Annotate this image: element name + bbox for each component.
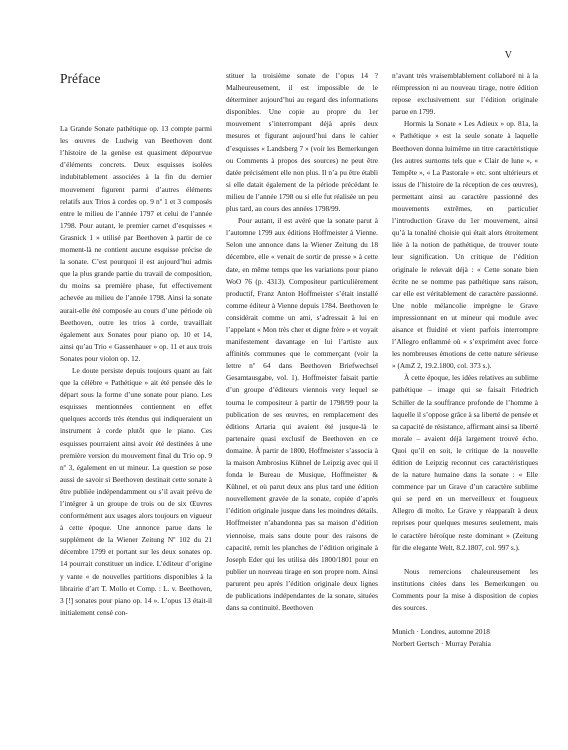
page-title: Préface xyxy=(60,71,101,86)
column-3 xyxy=(392,70,538,650)
paragraph: Le doute persiste depuis toujours quant au fait que la célèbre « Pathétique » ait été pensée dès le départ sous la forme d’une sonate pour piano. Les esquisses mentionnées contiennent en effet quelques accords très étendus qui indiqueraient un instrument à corde plutôt que le piano. Ces esquisses pourraient ainsi avoir été destinées à une première version du mouvement final du Trio op. 9 nº 3, également en ut mineur. La question se pose aussi de savoir si Beethoven destinait cette sonate à être publiée indépendamment ou s’il avait prévu de l’intégrer à un groupe de trois ou de six Œuvres conformément aux usages alors toujours en vigueur à cette époque. Une annonce parue dans le supplément de la Wiener Zeitung Nº 102 du 21 décembre 1799 et portant sur les deux sonates op. 14 pourrait constituer un indice. L’éditeur d’origine y vante « de nouvelles partitions disponibles à la librairie d’art T. Mollo et Comp. : L. v. Beethoven, 3 [!] sonates pour piano op. 14 ». L’opus 13 était-il initialement censé con- xyxy=(60,365,212,617)
paragraph: À cette époque, les idées relatives au sublime pathétique – image qui se faisait Friedrich Schiller de la souffrance profonde de l’homme à laquelle il s’oppose grâce à sa liberté de pensée et sa capacité de résistance, affirmant ainsi sa liberté morale – avaient déjà largement trouvé écho. Quoi qu’il en soit, le critique de la nouvelle édition de Leipzig reconnut ces caractéristiques de la nature humaine dans la sonate : « Elle commence par un Grave d’un caractère sublime qui se perd en un merveilleux et fougueux Allegro di molto. Le Grave y réapparaît à deux reprises pour quelques mesures seulement, mais le caractère héroïque reste dominant » (Zeitung für die elegante Welt, 8.2.1807, col. 997 s.). xyxy=(392,373,538,552)
paragraph: Pour autant, il est avéré que la sonate parut à l’automne 1799 aux éditions Hoffmeister à Vienne. Selon une annonce dans la Wiener Zeitung du 18 décembre, elle « venait de sortir de presse » à cette date, en même temps que les variations pour piano WoO 76 (p. 4313). Compositeur particulièrement productif, Franz Anton Hoffmeister s’était installé comme éditeur à Vienne depuis 1784. Beethoven le considérait comme un ami, s’adressait à lui en l’appelant « Mon très cher et digne frère » et voyait manifestement davantage en lui l’artiste aux affinités communes que le commerçant (voir la lettre nº 64 dans Beethoven Briefwechsel Gesamtausgabe, vol. 1). Hoffmeister faisait partie d’un groupe d’éditeurs viennois very lequel se tourna le compositeur à partir de 1798/99 pour la publication de ses œuvres, en remplacement des éditions Artaria qui avaient été jusque-là le partenaire quasi exclusif de Beethoven en ce domaine. À partir de 1800, Hoffmeister s’associa à la maison Ambrosius Kühnel de Leipzig avec qui il fonda le Bureau de Musique, Hoffmeister & Kühnel, et où parut deux ans plus tard une édition nouvellement gravée de la sonate, copiée d’après l’édition originale jusque dans les moindres détails. Hoffmeister n’abandonna pas sa maison d’édition viennoise, mais sans doute pour des raisons de capacité, remit les planches de l’édition originale à Joseph Eder qui les utilisa dès 1800/1801 pour en publier un nouveau tirage en son propre nom. Ainsi parurent peu après l’édition originale deux lignes de publications indépendantes de la sonate, situées dans sa continuité. Beethoven xyxy=(226,216,378,613)
page-number: V xyxy=(504,50,512,61)
place-date: Munich · Londres, automne 2018 xyxy=(392,627,490,637)
paragraph: Hormis la Sonate « Les Adieux » op. 81a, la « Pathétique » est la seule sonate à laquelle Beethoven donna luimême un titre caractéristique (les autres surnoms tels que « Clair de lune », « Tempête », « La Pastorale » etc. sont ultérieurs et issus de l’histoire de la réception de ces œuvres), permettant ainsi au caractère passionné des mouvements extrêmes, en particulier l’introduction Grave du 1er mouvement, ainsi qu’à la tonalité choisie qui était alors étroitement liée à la notion de pathétique, de trouver toute leur signification. Un critique de l’édition originale le relevait déjà : « Cette sonate bien écrite ne se nomme pas pathétique sans raison, car elle est véritablement de caractère passionné. Une noble mélancolie imprègne le Grave impressionnant en ut mineur qui module avec aisance et fluidité et vient parfois interrompre l’Allegro enflammé où « s’exprimént avec force les nombreuses émotions de cette nature sérieuse » (AmZ 2, 19.2.1800, col. 373 s.). xyxy=(392,119,538,371)
authors: Norbert Gertsch · Murray Perahia xyxy=(392,639,491,649)
paragraph: La Grande Sonate pathétique op. 13 compte parmi les œuvres de Ludwig van Beethoven dont l’histoire de la genèse est quasiment dépourvue d’éléments concrets. Deux esquisses isolées indubitablement associées à la fin du dernier mouvement figurent parmi d’autres éléments relatifs aux Trios à cordes op. 9 nº 1 et 3 composés entre le milieu de l’année 1797 et celui de l’année 1798. Pour autant, le premier carnet d’esquisses « Grasnick 1 » utilisé par Beethoven à partir de ce moment-là ne contient aucune esquisse précise de la sonate. C’est pourquoi il est aujourd’hui admis que la plus grande partie du travail de composition, du moins sa première phase, fut effectivement achevée au milieu de l’année 1798. Ainsi la sonate aurait-elle été composée au cours d’une période où Beethoven, outre les trios à corde, travaillait également aux Sonates pour piano op. 10 et 14, ainsi qu’au Trio « Gassenhauer » op. 11 et aux trois Sonates pour violon op. 12. xyxy=(60,124,212,363)
paragraph: n’avant très vraisemblablement collaboré ni à la réimpression ni au nouveau tirage, notre édition repose exclusivement sur l’édition originale parue en 1799. xyxy=(392,71,538,117)
column-2 xyxy=(226,70,378,614)
paragraph: stituer la troisième sonate de l’opus 14 ? Malheureusement, il est impossible de le déterminer aujourd’hui au regard des informations disponibles. Une copie au propre du 1er mouvement s’interrompant déjà après deux mesures et figurant aujourd’hui dans le cahier d’esquisses « Landsberg 7 » (voir les Bemerkungen ou Comments à propos des sources) ne peut être datée précisément elle non plus. Il n’a pu être établi si elle datait également de la période précédant le milieu de l’année 1798 ou si elle fut réalisée un peu plus tard, au cours des années 1798/99. xyxy=(226,71,378,214)
acknowledgements: Nous remercions chaleureusement les institutions citées dans les Bemerkungen ou Comments pour la mise à disposition de copies des sources. xyxy=(392,566,538,613)
column-1 xyxy=(60,70,212,619)
